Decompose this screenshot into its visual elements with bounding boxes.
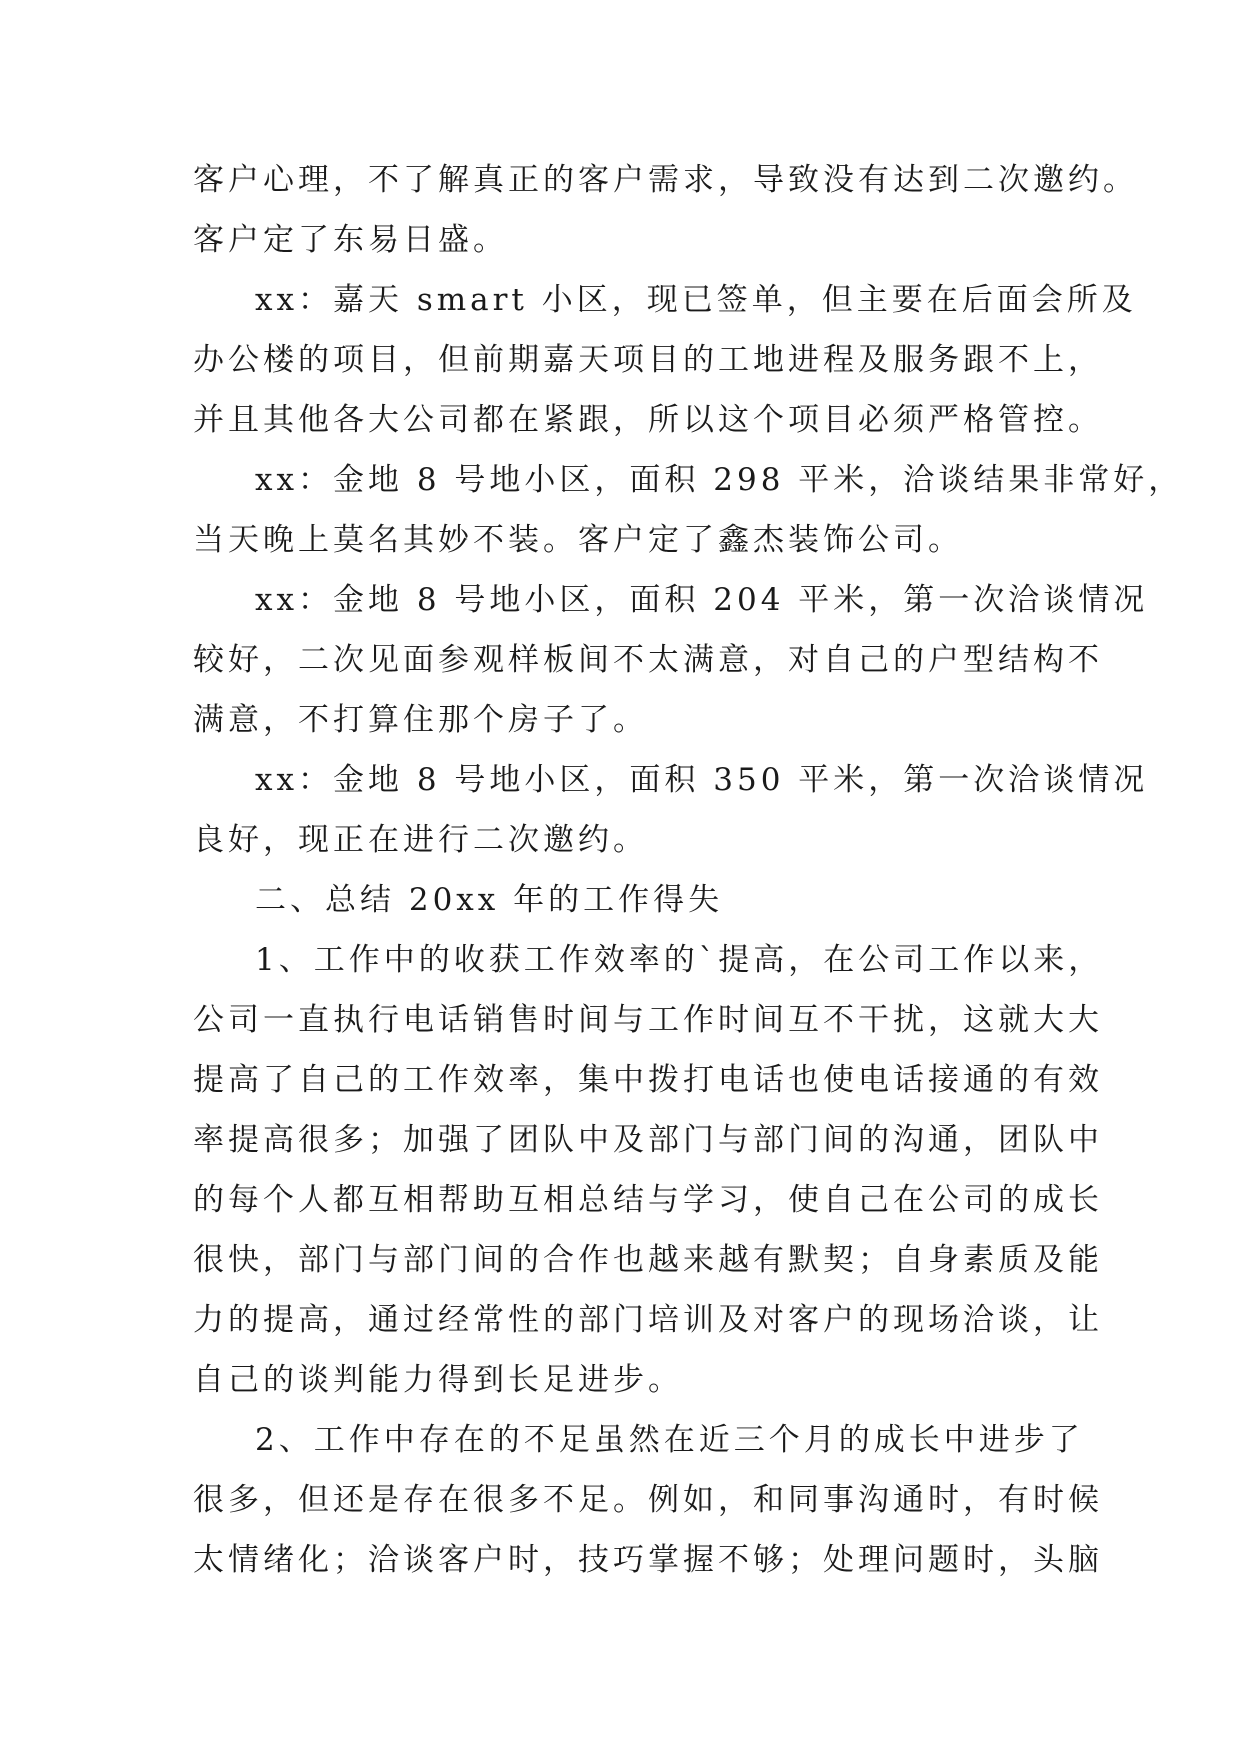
text-line: 力的提高，通过经常性的部门培训及对客户的现场洽谈，让: [193, 1302, 1103, 1338]
text-line: 并且其他各大公司都在紧跟，所以这个项目必须严格管控。: [193, 402, 1103, 438]
text-line: 当天晚上莫名其妙不装。客户定了鑫杰装饰公司。: [193, 522, 963, 558]
text-line: 很多，但还是存在很多不足。例如，和同事沟通时，有时候: [193, 1482, 1103, 1518]
text-line: 1、工作中的收获工作效率的`提高，在公司工作以来，: [255, 942, 1104, 978]
text-line: 2、工作中存在的不足虽然在近三个月的成长中进步了: [255, 1422, 1084, 1458]
text-line: 自己的谈判能力得到长足进步。: [193, 1362, 683, 1398]
document-body: [193, 150, 1184, 1590]
text-line: xx：金地 8 号地小区，面积 350 平米，第一次洽谈情况: [255, 762, 1149, 798]
text-line: 提高了自己的工作效率，集中拨打电话也使电话接通的有效: [193, 1062, 1103, 1098]
text-line: 太情绪化；洽谈客户时，技巧掌握不够；处理问题时，头脑: [193, 1542, 1103, 1578]
text-line: 满意，不打算住那个房子了。: [193, 702, 648, 738]
section-heading: 二、总结 20xx 年的工作得失: [255, 882, 724, 918]
text-line: 很快，部门与部门间的合作也越来越有默契；自身素质及能: [193, 1242, 1103, 1278]
text-line: 客户心理，不了解真正的客户需求，导致没有达到二次邀约。: [193, 162, 1138, 198]
text-line: xx：金地 8 号地小区，面积 204 平米，第一次洽谈情况: [255, 582, 1149, 618]
text-line: 良好，现正在进行二次邀约。: [193, 822, 648, 858]
text-line: 公司一直执行电话销售时间与工作时间互不干扰，这就大大: [193, 1002, 1103, 1038]
text-line: xx：金地 8 号地小区，面积 298 平米，洽谈结果非常好，: [255, 462, 1184, 498]
text-line: xx：嘉天 smart 小区，现已签单，但主要在后面会所及: [255, 282, 1137, 318]
text-line: 办公楼的项目，但前期嘉天项目的工地进程及服务跟不上，: [193, 342, 1103, 378]
text-line: 的每个人都互相帮助互相总结与学习，使自己在公司的成长: [193, 1182, 1103, 1218]
text-line: 率提高很多；加强了团队中及部门与部门间的沟通，团队中: [193, 1122, 1103, 1158]
text-line: 客户定了东易日盛。: [193, 222, 508, 258]
text-line: 较好，二次见面参观样板间不太满意，对自己的户型结构不: [193, 642, 1103, 678]
